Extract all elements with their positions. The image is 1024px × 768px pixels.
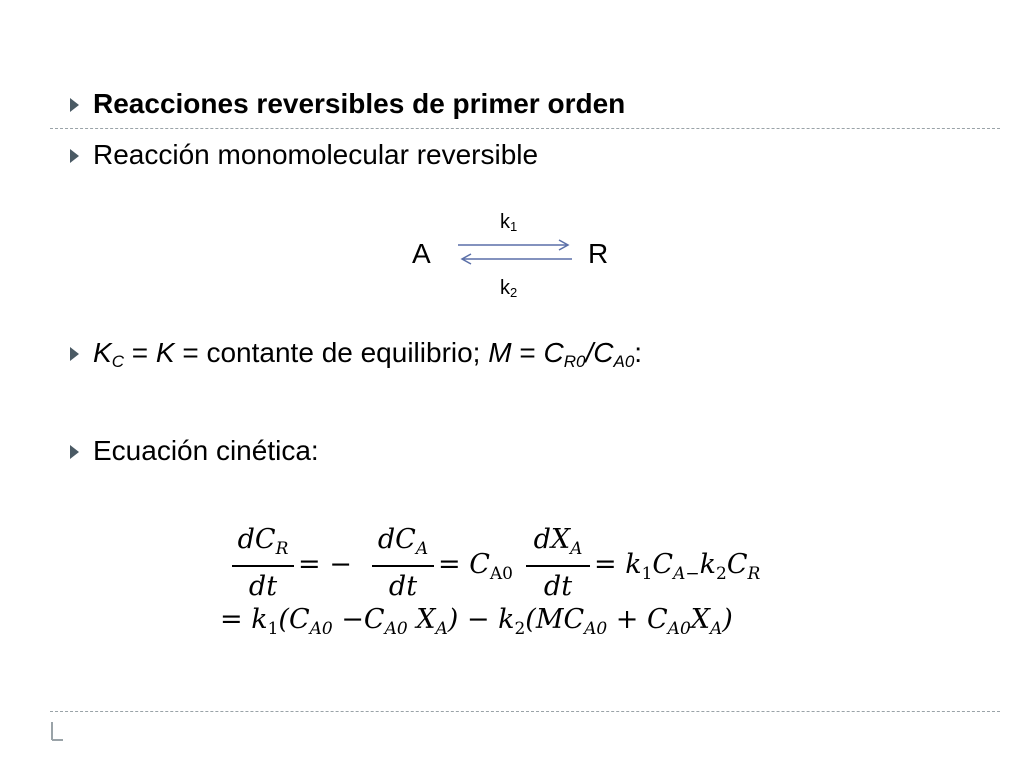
reactant-label: A: [412, 238, 431, 269]
rate-expression: = $k_1C_{A-}k_2C_R$: [594, 549, 761, 584]
top-divider: [50, 128, 1000, 129]
k-forward-label: $k_1$: [500, 211, 518, 234]
bullet-arrow-icon: [70, 347, 79, 361]
bullet-arrow-icon: [70, 149, 79, 163]
equation-line-2: = $k_1(C_{A0} -C_{A0}$ $X_A) - k_2(MC_{A0} + C_{A0}X_A)$: [220, 604, 733, 639]
k-backward-label: $k_2$: [500, 277, 518, 300]
equilibrium-definition: $K_C = K$ = contante de equilibrio; $M = C_{R0}/C_{A0}$:: [93, 337, 643, 371]
fraction-dxa-dt: $dX_A$ dt: [526, 524, 590, 602]
fraction-dcr-dt: $dC_R$ dt: [232, 524, 294, 602]
kinetic-equation-heading: Ecuación cinética:: [93, 435, 319, 466]
bullet-arrow-icon: [70, 445, 79, 459]
slide-title: Reacciones reversibles de primer orden: [93, 88, 626, 119]
reversible-arrows-icon: [455, 238, 575, 266]
bottom-divider: [50, 711, 1000, 712]
bullet-arrow-icon: [70, 98, 79, 112]
equals-ca0: = $C_{A0}$: [438, 549, 513, 584]
equals-minus: = −: [298, 549, 352, 580]
corner-bracket-icon: [50, 722, 64, 742]
bullet-reaction-type: Reacción monomolecular reversible: [93, 139, 539, 170]
product-label: R: [588, 238, 609, 269]
fraction-dca-dt: $dC_A$ dt: [372, 524, 434, 602]
